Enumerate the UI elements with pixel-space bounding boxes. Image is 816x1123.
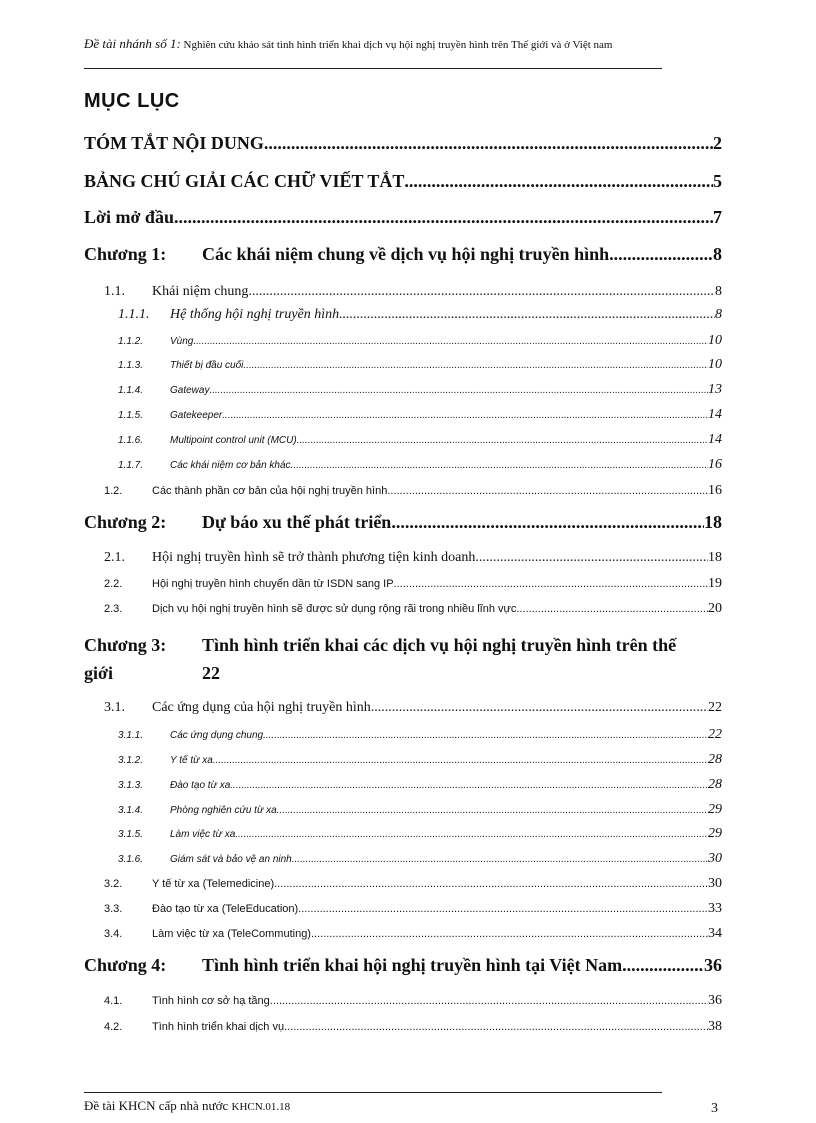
toc-entry-page: 18 xyxy=(704,512,722,532)
toc-entry-page: 34 xyxy=(708,926,722,941)
section-number: 3.1.3. xyxy=(118,780,144,791)
section-number: 3.1.6. xyxy=(118,854,144,865)
section-number: 1.1.7. xyxy=(118,460,144,471)
toc-entry-text: Các ứng dụng của hội nghị truyền hình xyxy=(152,700,371,715)
toc-section-1-1-1[interactable] xyxy=(0,307,722,323)
toc-entry-page: 36 xyxy=(708,993,722,1008)
toc-entry-page: 8 xyxy=(715,284,722,299)
page-number: 3 xyxy=(711,1101,718,1116)
toc-entry-page: 5 xyxy=(713,171,722,191)
toc-entry-text: Giám sát và bảo vệ an ninh xyxy=(170,854,292,865)
toc-section-1-1-6[interactable] xyxy=(0,432,722,448)
toc-section-3-2[interactable] xyxy=(0,876,722,892)
toc-entry-text: Hệ thống hội nghị truyền hình xyxy=(170,307,340,322)
toc-entry-page: 16 xyxy=(708,483,722,498)
toc-entry-text: Các khái niệm chung về dịch vụ hội nghị truyền hình xyxy=(202,244,610,264)
toc-chapter-3-continued[interactable] xyxy=(84,663,220,684)
toc-section-3-1-3[interactable] xyxy=(0,777,722,793)
toc-entry-text: Dự báo xu thế phát triển xyxy=(202,512,392,532)
toc-section-1-1[interactable] xyxy=(0,284,722,300)
section-number: 1.1. xyxy=(104,284,125,299)
toc-entry-page: 30 xyxy=(708,876,722,891)
toc-entry-text-continued: giới xyxy=(84,663,113,683)
toc-entry-text: Các khái niệm cơ bản khác xyxy=(170,460,291,471)
toc-section-3-1[interactable] xyxy=(0,700,722,716)
chapter-number: Chương 3: xyxy=(84,635,167,655)
toc-entry-page: 14 xyxy=(708,432,722,447)
toc-entry-text: Khái niệm chung xyxy=(152,284,249,299)
section-number: 1.1.5. xyxy=(118,410,144,421)
toc-entry-page: 29 xyxy=(708,826,722,841)
toc-chapter-3[interactable] xyxy=(84,635,724,656)
header-divider xyxy=(84,68,662,69)
section-number: 1.1.6. xyxy=(118,435,144,446)
section-number: 1.1.3. xyxy=(118,360,144,371)
section-number: 3.1.5. xyxy=(118,829,144,840)
chapter-number: Chương 2: xyxy=(84,512,167,532)
toc-entry-text: Đào tạo từ xa (TeleEducation) xyxy=(152,903,299,915)
footer-text: Đề tài KHCN cấp nhà nước xyxy=(84,1098,229,1113)
toc-entry-page: 22 xyxy=(202,663,220,683)
toc-entry-page: 36 xyxy=(704,955,722,975)
chapter-number: Chương 4: xyxy=(84,955,167,975)
toc-section-1-1-7[interactable] xyxy=(0,457,722,473)
chapter-number: Chương 1: xyxy=(84,244,167,264)
toc-entry-text: Vùng xyxy=(170,336,194,347)
toc-entry-page: 14 xyxy=(708,407,722,422)
section-number: 3.1.1. xyxy=(118,730,144,741)
toc-section-3-4[interactable] xyxy=(0,926,722,942)
toc-section-2-1[interactable] xyxy=(0,550,722,566)
toc-entry-page: 28 xyxy=(708,777,722,792)
toc-entry-page: 20 xyxy=(708,601,722,616)
toc-section-1-1-2[interactable] xyxy=(0,333,722,349)
toc-entry-page: 33 xyxy=(708,901,722,916)
toc-entry-text: Gatekeeper xyxy=(170,410,223,421)
toc-entry-text: Gateway xyxy=(170,385,210,396)
toc-entry-text: Tình hình triển khai các dịch vụ hội nghị truyền hình trên thế xyxy=(202,635,677,655)
toc-entry-text: Y tế từ xa xyxy=(170,755,213,766)
toc-entry-page: 8 xyxy=(715,307,722,322)
toc-chapter-4[interactable] xyxy=(0,955,722,976)
toc-section-3-1-2[interactable] xyxy=(0,752,722,768)
toc-entry-page: 18 xyxy=(708,550,722,565)
toc-entry-page: 16 xyxy=(708,457,722,472)
section-number: 1.1.4. xyxy=(118,385,144,396)
toc-entry-text: TÓM TẮT NỘI DUNG xyxy=(84,133,264,153)
toc-section-2-2[interactable] xyxy=(0,576,722,592)
toc-entry-text: BẢNG CHÚ GIẢI CÁC CHỮ VIẾT TẮT xyxy=(84,171,405,191)
toc-entry-text: Làm việc từ xa xyxy=(170,829,236,840)
toc-entry-page: 13 xyxy=(708,382,722,397)
section-number: 2.3. xyxy=(104,603,123,615)
toc-entry-page: 22 xyxy=(708,727,722,742)
toc-entry-summary[interactable] xyxy=(0,133,722,154)
section-number: 3.1.2. xyxy=(118,755,144,766)
toc-section-3-1-6[interactable] xyxy=(0,851,722,867)
section-number: 3.2. xyxy=(104,878,123,890)
toc-entry-text: Đào tạo từ xa xyxy=(170,780,231,791)
toc-section-1-1-3[interactable] xyxy=(0,357,722,373)
toc-section-4-2[interactable] xyxy=(0,1019,722,1035)
toc-section-1-1-4[interactable] xyxy=(0,382,722,398)
section-number: 1.1.2. xyxy=(118,336,144,347)
toc-title: MỤC LỤC xyxy=(84,90,180,112)
section-number: 2.1. xyxy=(104,550,125,565)
section-number: 3.1.4. xyxy=(118,805,144,816)
toc-section-1-1-5[interactable] xyxy=(0,407,722,423)
section-number: 3.1. xyxy=(104,700,125,715)
toc-section-4-1[interactable] xyxy=(0,993,722,1009)
toc-entry-abbreviations[interactable] xyxy=(0,171,722,192)
section-number: 3.4. xyxy=(104,928,123,940)
header-text: Nghiên cứu khảo sát tình hình triển khai dịch vụ hội nghị truyền hình trên Thế giới và ở Việt nam xyxy=(183,39,613,51)
toc-entry-text: Phòng nghiên cứu từ xa xyxy=(170,805,277,816)
toc-entry-text: Hội nghị truyền hình chuyển dần từ ISDN sang IP xyxy=(152,578,394,590)
toc-entry-page: 29 xyxy=(708,802,722,817)
toc-chapter-1[interactable] xyxy=(0,244,722,265)
toc-section-2-3[interactable] xyxy=(0,601,722,617)
toc-entry-page: 7 xyxy=(713,207,722,227)
section-number: 2.2. xyxy=(104,578,123,590)
toc-section-1-2[interactable] xyxy=(0,483,722,499)
toc-entry-page: 38 xyxy=(708,1019,722,1034)
section-number: 1.2. xyxy=(104,485,123,497)
toc-section-3-1-4[interactable] xyxy=(0,802,722,818)
toc-entry-page: 2 xyxy=(713,133,722,153)
toc-entry-page: 28 xyxy=(708,752,722,767)
section-number: 4.2. xyxy=(104,1021,123,1033)
section-number: 1.1.1. xyxy=(118,307,150,322)
header-label: Đề tài nhánh số 1: xyxy=(84,36,181,51)
toc-entry-text: Làm việc từ xa (TeleCommuting) xyxy=(152,928,311,940)
toc-entry-text: Dịch vụ hội nghị truyền hình sẽ được sử dụng rộng rãi trong nhiều lĩnh vực xyxy=(152,603,517,615)
toc-entry-text: Tình hình cơ sở hạ tầng xyxy=(152,995,270,1007)
toc-section-3-3[interactable] xyxy=(0,901,722,917)
toc-entry-text: Thiết bị đầu cuối xyxy=(170,360,244,371)
section-number: 3.3. xyxy=(104,903,123,915)
toc-entry-text: Lời mở đầu xyxy=(84,207,174,227)
page-footer xyxy=(84,1098,290,1114)
toc-entry-text: Hội nghị truyền hình sẽ trở thành phương tiện kinh doanh xyxy=(152,550,476,565)
toc-entry-text: Tình hình triển khai hội nghị truyền hình tại Việt Nam xyxy=(202,955,623,975)
toc-entry-text: Các ứng dụng chung xyxy=(170,730,264,741)
toc-entry-intro[interactable] xyxy=(0,207,722,228)
toc-chapter-2[interactable] xyxy=(0,512,722,533)
page-header xyxy=(84,36,714,52)
toc-entry-text: Các thành phần cơ bản của hội nghị truyền hình xyxy=(152,485,388,497)
toc-entry-text: Y tế từ xa (Telemedicine) xyxy=(152,878,275,890)
toc-section-3-1-1[interactable] xyxy=(0,727,722,743)
section-number: 4.1. xyxy=(104,995,123,1007)
toc-entry-text: Multipoint control unit (MCU) xyxy=(170,435,297,446)
toc-entry-text: Tình hình triển khai dịch vụ. xyxy=(152,1021,288,1033)
toc-entry-page: 22 xyxy=(708,700,722,715)
toc-entry-page: 30 xyxy=(708,851,722,866)
toc-entry-page: 8 xyxy=(713,244,722,264)
toc-entry-page: 19 xyxy=(708,576,722,591)
footer-code: KHCN.01.18 xyxy=(231,1101,291,1113)
footer-divider xyxy=(84,1092,662,1093)
toc-section-3-1-5[interactable] xyxy=(0,826,722,842)
toc-entry-page: 10 xyxy=(708,333,722,348)
toc-entry-page: 10 xyxy=(708,357,722,372)
